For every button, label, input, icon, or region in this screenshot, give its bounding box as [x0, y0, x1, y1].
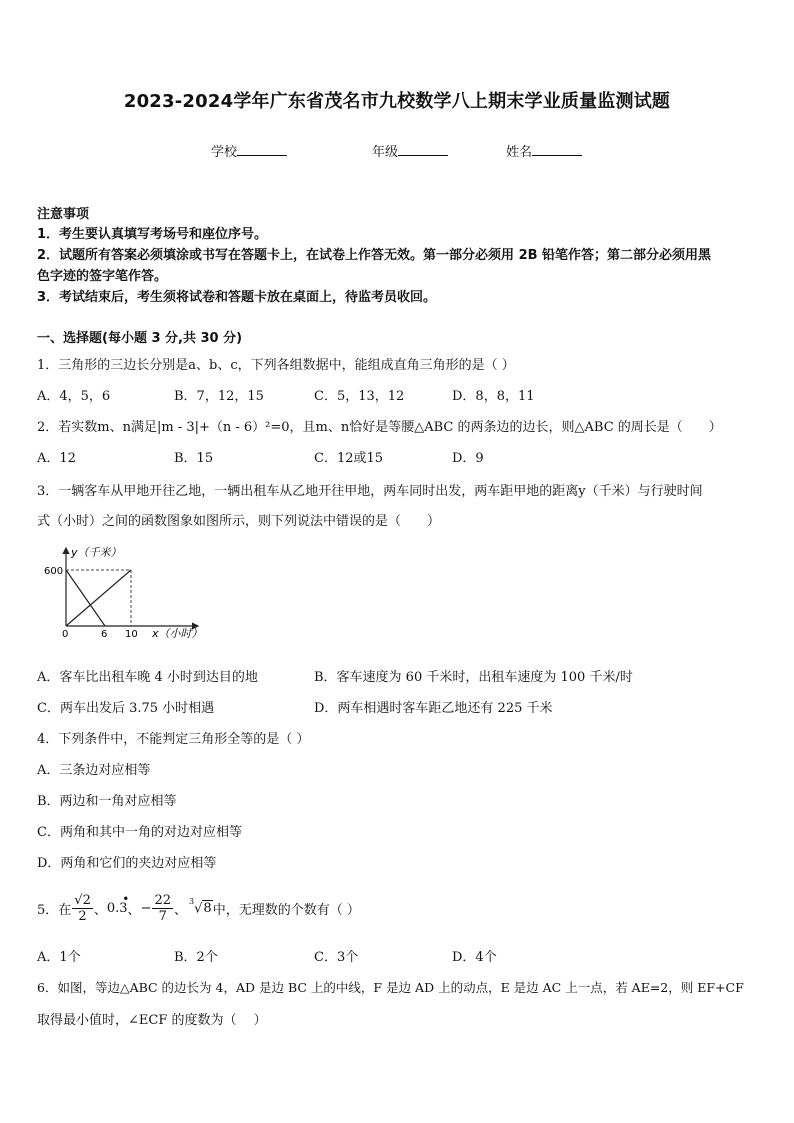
notes-heading: 注意事项	[37, 207, 90, 222]
q5-neg: −	[140, 900, 152, 916]
q3-stem-line2: 式（小时）之间的函数图象如图所示，则下列说法中错误的是（ ）	[37, 514, 441, 529]
q4-option-b: B．两边和一角对应相等	[37, 794, 177, 809]
q5-sep3: 、	[174, 902, 188, 918]
q5-suffix: 中，无理数的个数有（ ）	[212, 902, 360, 918]
q1-option-d: D．8，8，11	[452, 389, 535, 404]
notes-item-2: 2．试题所有答案必须填涂或书写在答题卡上，在试卷上作答无效。第一部分必须用 2B 铅笔作答；第二部分必须用黑	[37, 248, 712, 263]
q5-fraction-sqrt2-over-2	[72, 894, 93, 923]
x-tick-10: 10	[125, 629, 138, 640]
q5-option-c: C．3个	[314, 950, 359, 965]
name-label: 姓名	[506, 145, 533, 160]
q3-stem-line1: 3．一辆客车从甲地开往乙地，一辆出租车从乙地开往甲地，两车同时出发，两车距甲地的距离y（千米）与行驶时间	[37, 484, 703, 499]
q2-option-b: B．15	[174, 451, 214, 466]
school-label: 学校	[211, 145, 238, 160]
q3-option-a: A．客车比出租车晚 4 小时到达目的地	[37, 670, 258, 685]
notes-item-2-cont: 色字迹的签字笔作答。	[37, 269, 168, 284]
notes-item-1: 1．考生要认真填写考场号和座位序号。	[37, 227, 268, 242]
q5-decimal-int: 0.	[106, 900, 120, 916]
q3-option-c: C．两车出发后 3.75 小时相遇	[37, 701, 215, 716]
q2-option-a: A．12	[37, 451, 76, 466]
q1-stem: 1．三角形的三边长分别是a、b、c，下列各组数据中，能组成直角三角形的是（ ）	[37, 358, 515, 373]
q5-decimal-rep: 3 •	[119, 891, 130, 916]
q5-repeating-decimal	[106, 891, 130, 916]
grade-blank	[398, 143, 448, 156]
q5-sep1: 、	[93, 902, 107, 918]
x-axis-label: x（小时）	[152, 627, 203, 640]
q5-frac1-numerator: √2	[74, 892, 91, 908]
q3-option-d: D．两车相遇时客车距乙地还有 225 千米	[314, 701, 553, 716]
q5-stem	[37, 886, 360, 930]
q6-stem-line1: 6．如图，等边△ABC 的边长为 4，AD 是边 BC 上的中线，F 是边 AD 上的动点，E 是边 AC 上一点，若 AE=2，则 EF+CF	[37, 980, 744, 995]
school-field	[211, 141, 287, 160]
q3-function-graph	[38, 542, 218, 646]
q4-option-a: A．三条边对应相等	[37, 763, 151, 778]
q2-option-d: D．9	[452, 451, 484, 466]
q5-frac2-denominator: 7	[158, 908, 167, 924]
q6-stem-line2: 取得最小值时，∠ECF 的度数为（ ）	[37, 1013, 267, 1028]
page-title: 2023-2024学年广东省茂名市九校数学八上期末学业质量监测试题	[123, 91, 671, 112]
radical-sign-icon: √	[194, 901, 203, 917]
name-field	[506, 141, 582, 160]
notes-item-3: 3．考试结束后，考生须将试卷和答题卡放在桌面上，待监考员收回。	[37, 290, 437, 305]
q5-option-b: B．2个	[174, 950, 218, 965]
repeat-dot-icon: •	[122, 891, 130, 906]
q5-fraction-22-over-7	[152, 894, 173, 923]
school-blank	[237, 143, 287, 156]
q3-option-b: B．客车速度为 60 千米时，出租车速度为 100 千米/时	[314, 670, 633, 685]
q4-option-c: C．两角和其中一角的对边对应相等	[37, 825, 242, 840]
q5-cuberoot-radicand: 8	[203, 901, 212, 917]
q5-frac2-numerator: 22	[154, 892, 172, 908]
name-blank	[532, 143, 582, 156]
q5-frac1-denominator: 2	[78, 908, 87, 924]
q5-cuberoot-index: 3	[189, 896, 195, 906]
x-tick-6: 6	[101, 629, 108, 640]
y-tick-600: 600	[44, 566, 64, 577]
q4-option-d: D．两角和它们的夹边对应相等	[37, 856, 217, 871]
q1-option-c: C．5，13，12	[314, 389, 405, 404]
grade-field	[372, 141, 448, 160]
q5-cube-root	[187, 896, 213, 917]
q5-option-a: A．1个	[37, 950, 81, 965]
q1-option-b: B．7，12，15	[174, 389, 264, 404]
q5-option-d: D．4个	[452, 950, 497, 965]
q5-prefix: 5．在	[37, 902, 72, 918]
q2-stem: 2．若实数m、n满足|m - 3|+（n - 6）²=0，且m、n恰好是等腰△ABC 的两条边的边长，则△ABC 的周长是（ ）	[37, 420, 722, 435]
q4-stem: 4．下列条件中，不能判定三角形全等的是（ ）	[37, 732, 310, 747]
q1-option-a: A．4，5，6	[37, 389, 111, 404]
y-axis-label: y（千米）	[71, 546, 122, 559]
q2-option-c: C．12或15	[314, 451, 384, 466]
section-heading: 一、选择题(每小题 3 分,共 30 分)	[37, 331, 243, 346]
grade-label: 年级	[372, 145, 399, 160]
origin-label: 0	[62, 629, 69, 640]
q5-sep2: 、	[127, 902, 141, 918]
